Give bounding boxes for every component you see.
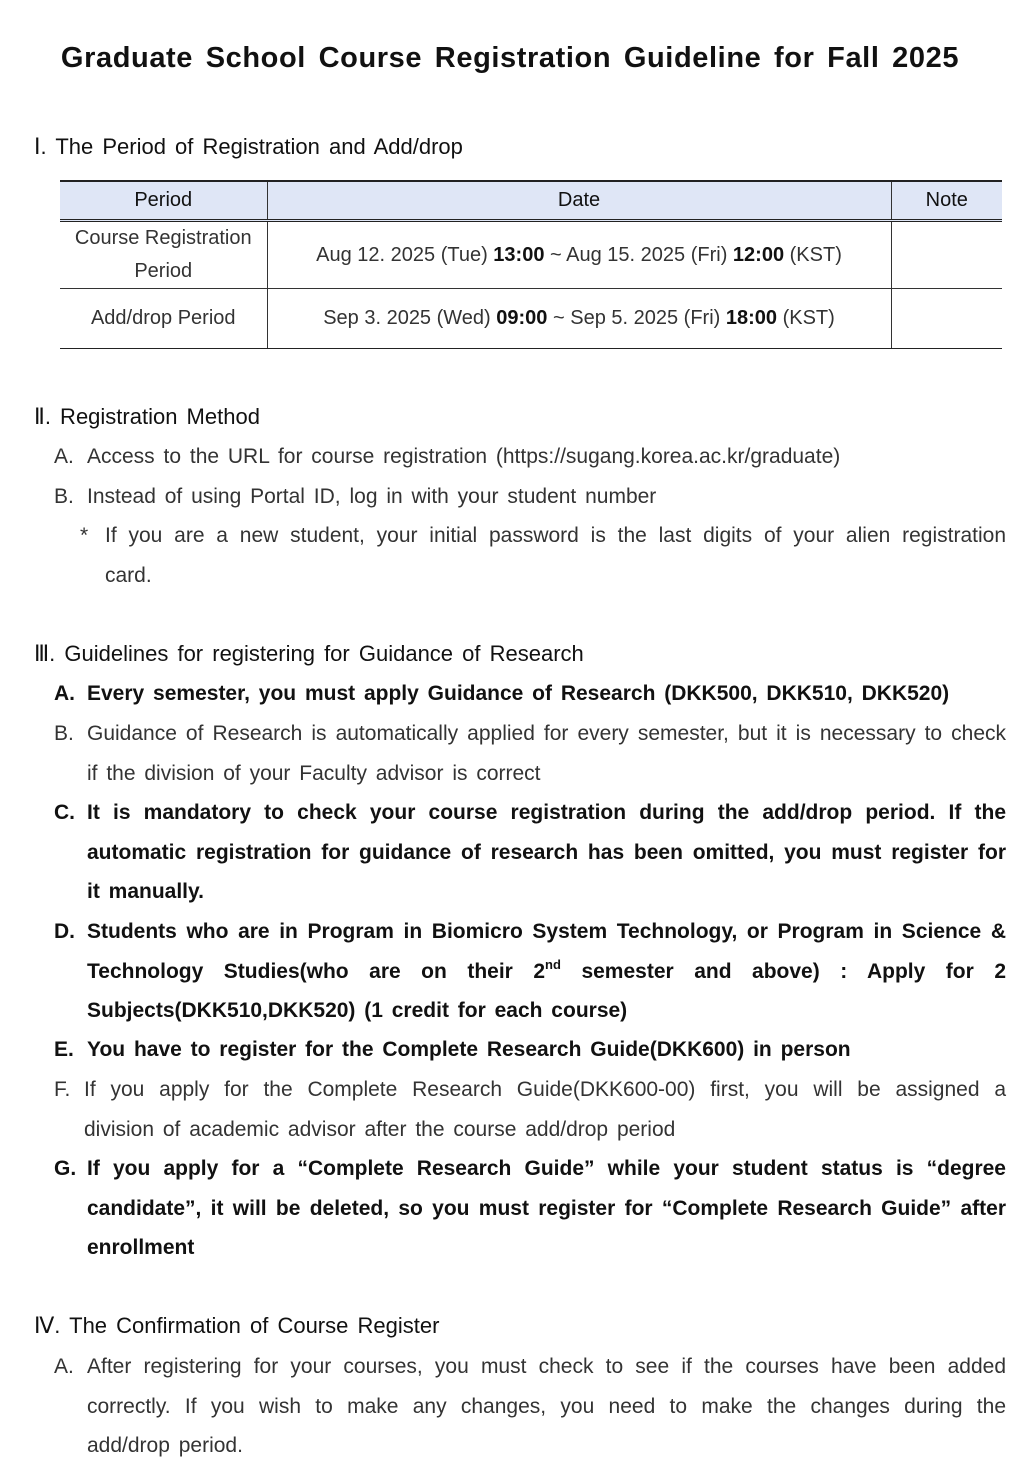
list-item xyxy=(54,1347,1006,1466)
note-cell xyxy=(891,289,1002,349)
date-separator: ~ xyxy=(550,243,562,266)
item-text: If you apply for a “Complete Research Guide” while your student status is “degree candidate”, it will be deleted, so you must register for “Complete Research Guide” after enrollment xyxy=(87,1157,1006,1259)
section-heading-guidance: Ⅲ. Guidelines for registering for Guidance of Research xyxy=(34,641,584,666)
date-separator: ~ xyxy=(552,307,565,329)
period-cell: Course Registration Period xyxy=(60,221,267,289)
note-text: If you are a new student, your initial password is the last digits of your alien registration card. xyxy=(105,524,1006,587)
list-item xyxy=(54,1030,1006,1070)
table-header-row xyxy=(60,181,1002,221)
start-time: 09:00 xyxy=(496,307,548,329)
start-date: Aug 12. 2025 (Tue) xyxy=(316,243,488,266)
item-text-part: Students who are in Program in Biomicro System Technology, or Program in Science & Technology Studies(who are on their 2 xyxy=(87,920,1006,983)
end-date: Sep 5. 2025 (Fri) xyxy=(570,307,721,329)
item-label: B. xyxy=(54,485,74,508)
section-heading-method: Ⅱ. Registration Method xyxy=(34,404,260,429)
item-text xyxy=(87,912,1006,1031)
column-header-date: Date xyxy=(267,181,891,221)
item-label: B. xyxy=(54,722,74,745)
item-label: E. xyxy=(54,1038,74,1061)
start-time: 13:00 xyxy=(493,243,545,266)
list-item xyxy=(54,912,1006,1031)
item-label: A. xyxy=(54,1355,74,1378)
start-date: Sep 3. 2025 (Wed) xyxy=(323,307,491,329)
note-cell xyxy=(891,221,1002,289)
note-asterisk: * xyxy=(80,524,89,547)
list-item xyxy=(54,714,1006,793)
item-label: G. xyxy=(54,1157,77,1180)
end-time: 18:00 xyxy=(725,307,778,329)
column-header-period: Period xyxy=(60,181,267,221)
timezone: (KST) xyxy=(782,307,835,329)
page-title: Graduate School Course Registration Guideline for Fall 2025 xyxy=(60,42,960,74)
item-text: Instead of using Portal ID, log in with your student number xyxy=(87,485,657,508)
table-row xyxy=(60,289,1002,349)
registration-period-table xyxy=(60,180,1002,349)
list-item xyxy=(54,1149,1006,1268)
item-text: After registering for your courses, you must check to see if the courses have been added correctly. If you wish to make any changes, you need to make the changes during the add/drop period. xyxy=(87,1355,1006,1457)
item-text: Every semester, you must apply Guidance of Research (DKK500, DKK510, DKK520) xyxy=(87,682,950,705)
item-label: A. xyxy=(54,445,74,468)
note-item xyxy=(80,516,1006,595)
date-cell xyxy=(267,289,891,349)
item-text: Guidance of Research is automatically applied for every semester, but it is necessary to check if the division of your Faculty advisor is correct xyxy=(87,722,1006,785)
item-label: F. xyxy=(54,1078,71,1101)
table-row xyxy=(60,221,1002,289)
list-item xyxy=(54,793,1006,912)
timezone: (KST) xyxy=(789,243,842,266)
ordinal-suffix: nd xyxy=(545,956,561,972)
list-item xyxy=(54,1070,1006,1149)
list-item xyxy=(54,477,1006,517)
list-item xyxy=(54,674,1006,714)
item-text-part: semester and above) : Apply for 2 Subjects(DKK510,DKK520) (1 credit for each course) xyxy=(87,959,1006,1022)
period-cell: Add/drop Period xyxy=(60,289,267,349)
item-label: A. xyxy=(54,682,75,705)
item-text: If you apply for the Complete Research Guide(DKK600-00) first, you will be assigned a division of academic advisor after the course add/drop period xyxy=(84,1078,1006,1141)
column-header-note: Note xyxy=(891,181,1002,221)
item-text: You have to register for the Complete Research Guide(DKK600) in person xyxy=(87,1038,851,1061)
section-heading-confirmation: Ⅳ. The Confirmation of Course Register xyxy=(34,1313,440,1338)
list-item xyxy=(54,437,1006,477)
item-text: It is mandatory to check your course registration during the add/drop period. If the automatic registration for guidance of research has been omitted, you must register for it manually. xyxy=(87,801,1006,903)
end-time: 12:00 xyxy=(732,243,785,266)
item-label: C. xyxy=(54,801,75,824)
item-text: Access to the URL for course registration (https://sugang.korea.ac.kr/graduate) xyxy=(87,445,841,468)
section-heading-period: Ⅰ. The Period of Registration and Add/drop xyxy=(34,134,463,159)
date-cell xyxy=(267,221,891,289)
item-label: D. xyxy=(54,920,75,943)
end-date: Aug 15. 2025 (Fri) xyxy=(566,243,728,266)
